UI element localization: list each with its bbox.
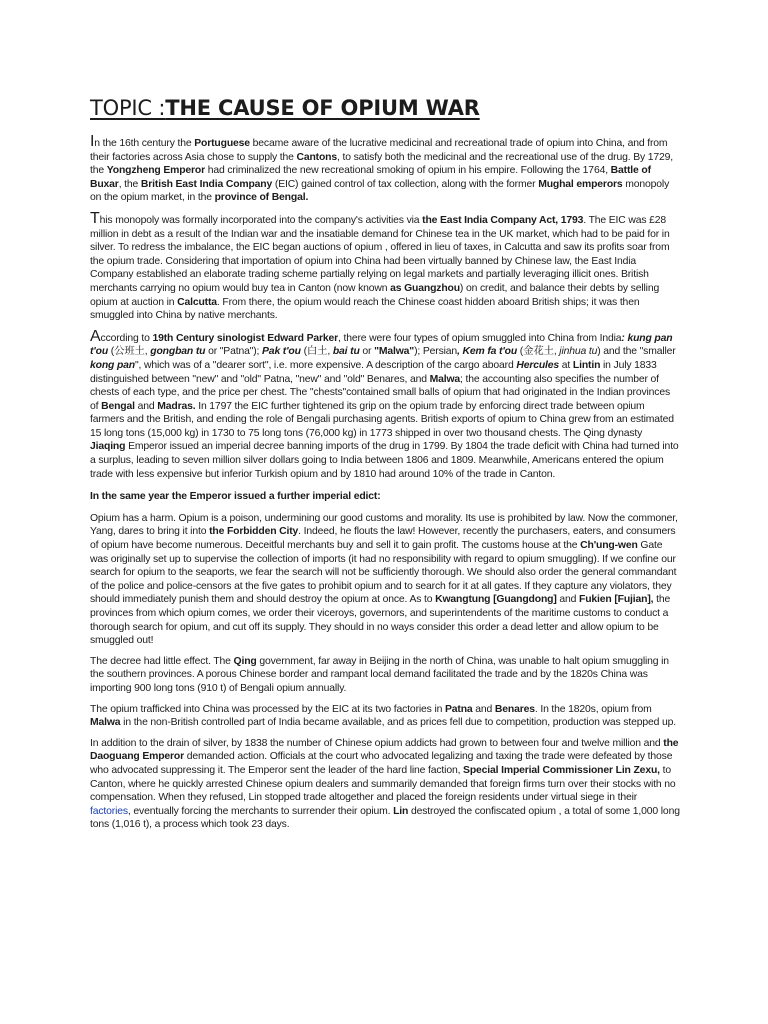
- bold-term: Portuguese: [194, 138, 250, 149]
- text-run: had criminalized the new recreational smoking of opium in his empire. Following the 1764,: [205, 165, 611, 177]
- bold-term: Calcutta: [177, 296, 217, 308]
- bold-term: Jiaqing: [90, 441, 126, 453]
- paragraph-edict: [90, 512, 680, 648]
- bold-term: the East India Company Act, 1793: [422, 214, 584, 226]
- text-run: government, far away in Beijing in the north of China, was unable to halt opium smuggling in the southern provinces. A porous Chinese border and rampant local demand facilitated the trade and by the 1820s China was importing 900 long tons (910 t) of Bengali opium annually.: [90, 655, 669, 694]
- text-run: in the non-British controlled part of India became available, and as prices fell due to competition, production was stepped up.: [120, 717, 676, 729]
- bold-term: Fukien [Fujian],: [579, 594, 654, 606]
- text-run: and: [556, 594, 580, 606]
- bold-italic-term: gongban tu: [150, 346, 206, 358]
- text-run: (EIC) gained control of tax collection, along with the former: [272, 178, 539, 190]
- text-run: . From there, the opium would reach the Chinese coast hidden aboard British ships; it was then smuggled into China by native merchants.: [90, 296, 640, 322]
- text-run: Gate was originally set up to supervise the collection of imports (it had no responsibility with regard to opium smuggling). If we confine our search for opium to the seaports, we fear the search will not be sufficiently thorough. We should also order the general commandant of the police and police-censors at the five gates to prohibit opium and to search for it at all gates. If they capture any violators, they should immediately punish them and should destroy the opium at once. As to: [90, 540, 677, 606]
- text-run: The opium trafficked into China was processed by the EIC at its two factories in: [90, 703, 445, 715]
- bold-term: Mughal emperors: [538, 178, 623, 190]
- bold-term: "Malwa": [374, 346, 415, 358]
- bold-term: Madras.: [157, 400, 196, 412]
- bold-term: Bengal: [101, 400, 135, 412]
- bold-term: Cantons: [296, 151, 338, 163]
- paragraph-lin-zexu: [90, 737, 680, 832]
- paragraph-factories: [90, 703, 680, 730]
- bold-term: Kwangtung [Guangdong]: [435, 594, 557, 606]
- text-run: became aware of the lucrative medicinal and recreational trade of opium into China, and from their factories across Asia chose to supply the: [90, 138, 668, 163]
- bold-term: province of Bengal.: [214, 192, 309, 204]
- text-run: , eventually forcing the merchants to surrender their opium.: [127, 805, 394, 817]
- text-run: The decree had little effect. The: [90, 655, 234, 667]
- text-run: . Indeed, he flouts the law! However, recently the purchasers, eaters, and consumers of opium have become numerous. Deceitful merchants buy and sell it to gain profit. The customs house at the: [90, 526, 676, 552]
- text-run: (金花土,: [517, 346, 560, 358]
- factories-link[interactable]: factories: [90, 805, 128, 817]
- text-run: his monopoly was formally incorporated into the company's activities via: [99, 214, 423, 226]
- paragraph-decree-effect: [90, 655, 680, 696]
- text-run: or: [359, 346, 375, 358]
- text-run: In addition to the drain of silver, by 1838 the number of Chinese opium addicts had grown to between four and twelve million and: [90, 737, 664, 749]
- paragraph-monopoly: [90, 209, 680, 323]
- text-run: (白土,: [300, 346, 333, 358]
- bold-term: Malwa: [90, 717, 121, 729]
- text-run: and: [472, 703, 495, 715]
- bold-italic-term: kong pan: [90, 359, 135, 371]
- text-run: ", which was of a "dearer sort", i.e. more expensive. A description of the cargo aboard: [134, 359, 517, 371]
- text-run: demanded action. Officials at the court who advocated legalizing and taxing the trade were defeated by those who advocated suppressing it. The Emperor sent the leader of the hard line faction,: [90, 751, 673, 776]
- bold-italic-term: , Kem fa t'ou: [457, 346, 518, 358]
- document-page: [90, 94, 680, 832]
- bold-term: Ch'ung-wen: [580, 540, 638, 552]
- text-run: destroyed the confiscated opium , a total of some 1,000 long tons (1,016 t), a process which took 23 days.: [90, 805, 680, 831]
- page-title: [90, 94, 680, 122]
- italic-term: jinhua tu: [559, 346, 598, 358]
- bold-term: Qing: [233, 655, 257, 667]
- drop-cap: T: [90, 209, 100, 227]
- text-run: or "Patna");: [205, 346, 263, 358]
- drop-cap: I: [90, 133, 95, 150]
- text-run: (公班土,: [108, 346, 151, 358]
- bold-term: Special Imperial Commissioner Lin Zexu,: [463, 764, 660, 776]
- text-run: Opium has a harm. Opium is a poison, undermining our good customs and morality. Its use is prohibited by law. Now the commoner, Yang, dares to bring it into: [90, 512, 678, 538]
- bold-term: Patna: [444, 703, 473, 715]
- bold-term: the Forbidden City: [209, 526, 299, 538]
- text-run: ); Persian: [414, 346, 458, 358]
- bold-term: 19th Century sinologist Edward Parker: [152, 332, 339, 344]
- paragraph-portuguese: [90, 133, 680, 205]
- paragraph-parker: [90, 327, 680, 482]
- edict-heading: In the same year the Emperor issued a further imperial edict:: [90, 491, 381, 503]
- bold-term: Battle of Buxar: [90, 165, 651, 190]
- title-prefix: TOPIC :: [90, 96, 166, 120]
- text-run: in July 1833 distinguished between "new" and "old" Patna, "new" and "old" Benares, and: [90, 359, 657, 385]
- text-run: to Canton, where he quickly arrested Chinese opium dealers and summarily demanded that foreign firms turn over their stocks with no compensation. When they refused, Lin stopped trade altogether and placed the foreign residents under virtual siege in their: [90, 764, 676, 804]
- bold-term: Benares: [494, 703, 535, 715]
- text-run: n the 16th century the: [94, 138, 195, 149]
- text-run: In 1797 the EIC further tightened its grip on the opium trade by enforcing direct trade between opium farmers and the British, and ending the role of Bengali purchasing agents. British exports of opium to China grew from an estimated 15 long tons (15,000 kg) in 1730 to 75 long tons (76,000 kg) in 1773 shipped in over two thousand chests. The Qing dynasty: [90, 400, 674, 439]
- text-run: , the: [118, 178, 141, 190]
- text-run: , to satisfy both the medicinal and the recreational use of the drug. By 1729, the: [90, 151, 674, 177]
- text-run: , there were four types of opium smuggled into China from India: [338, 332, 622, 344]
- text-run: . In the 1820s, opium from: [534, 703, 652, 715]
- text-run: the provinces from which opium comes, we order their viceroys, governors, and superintendents of the maritime customs to conduct a thorough search for opium, and cut off its supply. They should in no ways consider this order a dead letter and allow opium to be smuggled out!: [90, 594, 671, 647]
- bold-term: Lin: [393, 805, 409, 817]
- bold-term: the Daoguang Emperor: [90, 737, 679, 763]
- text-run: and: [134, 400, 158, 412]
- drop-cap: A: [90, 327, 101, 345]
- text-run: ccording to: [100, 332, 153, 344]
- text-run: ; the accounting also specifies the number of chests of each type, and the price per chest. The "chests"contained small balls of opium that had originated in the Indian provinces of: [90, 373, 671, 412]
- bold-term: British East India Company: [140, 178, 273, 190]
- text-run: Emperor issued an imperial decree banning imports of the drug in 1799. By 1804 the trade deficit with China had turned into a surplus, leading to seven million silver dollars going to India between 1806 and 1809. Meanwhile, Americans entered the opium trade with less expensive but inferior Turkish opium and by 1810 had around 10% of the trade in Canton.: [90, 441, 679, 480]
- bold-italic-term: bai tu: [332, 346, 360, 358]
- bold-term: Lintin: [572, 359, 601, 371]
- bold-term: Malwa: [429, 373, 461, 385]
- bold-italic-term: : kung pan t'ou: [90, 332, 673, 358]
- text-run: at: [559, 359, 573, 371]
- text-run: . The EIC was £28 million in debt as a result of the Indian war and the insatiable demand for Chinese tea in the UK market, which had to be paid for in silver. To redress the imbalance, the EIC began auctions of opium , offered in lieu of taxes, in Calcutta and saw its profits soar from the opium trade. Considering that importation of opium into China had been virtually banned by Chinese law, the East India Company established an elaborate trading scheme partially relying on legal markets and partially leveraging illicit ones. British merchants carrying no opium would buy tea in Canton (now known: [90, 214, 670, 294]
- text-run: ) on credit, and balance their debts by selling opium at auction in: [90, 282, 660, 308]
- bold-italic-term: Hercules: [516, 359, 560, 371]
- bold-term: as Guangzhou: [390, 282, 460, 294]
- title-main: THE CAUSE OF OPIUM WAR: [165, 96, 480, 120]
- bold-term: Yongzheng Emperor: [106, 165, 206, 177]
- text-run: ) and the "smaller: [597, 346, 676, 358]
- bold-italic-term: Pak t'ou: [262, 346, 301, 358]
- text-run: monopoly on the opium market, in the: [90, 178, 670, 204]
